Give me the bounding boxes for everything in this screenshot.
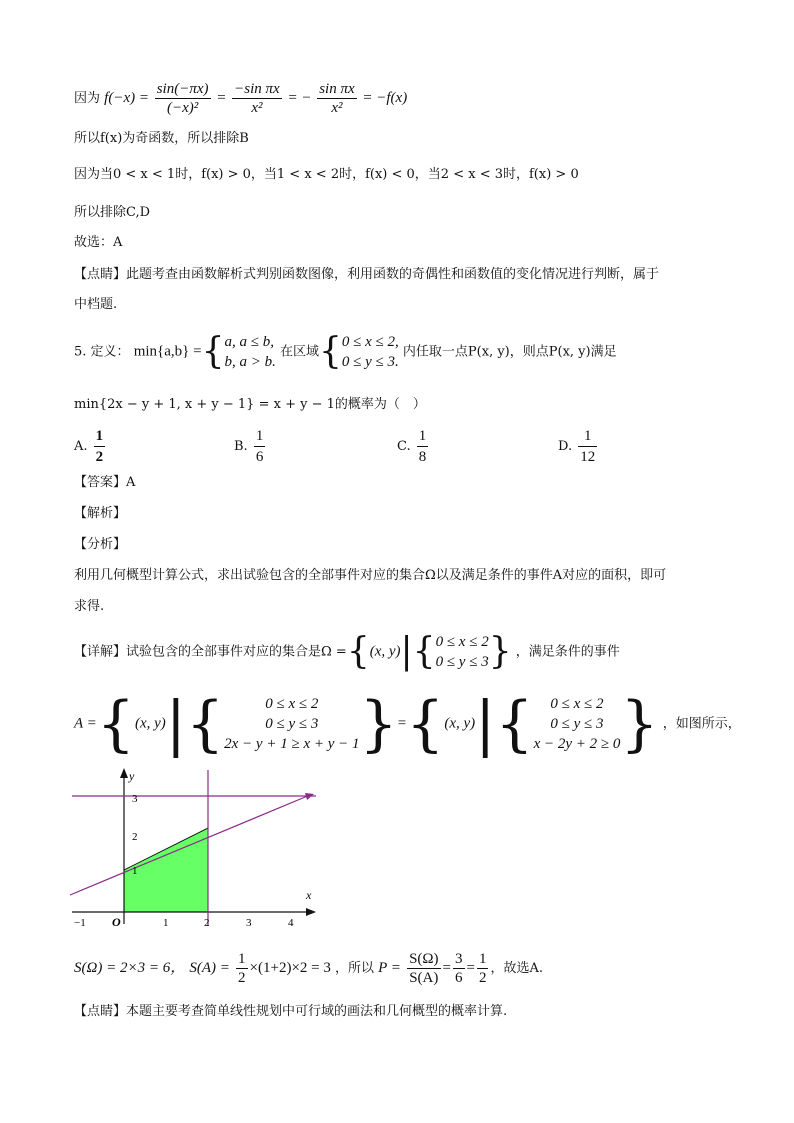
q5-number: 5. xyxy=(74,344,87,360)
x-tick-4: 4 xyxy=(288,917,294,928)
feasible-region-graph xyxy=(66,766,326,928)
origin-label: O xyxy=(112,915,121,928)
fenxi-text-b: 求得. xyxy=(74,599,105,614)
detail-suffix: ，满足条件的事件 xyxy=(515,644,620,660)
detail-prefix: 【详解】试验包含的全部事件对应的集合是Ω = xyxy=(74,644,347,660)
q5-region1: 0 ≤ x ≤ 2, xyxy=(341,334,399,350)
x-tick-3: 3 xyxy=(246,917,252,928)
line-sign-analysis: 因为当0 < x < 1时，f(x) > 0，当1 < x < 2时，f(x) < 0，当2 < x < 3时，f(x) > 0 xyxy=(74,167,579,182)
set-a-definition: A ={(x, y)|{ 0 ≤ x ≤ 2 0 ≤ y ≤ 3 2x − y + 1 ≥ x + y − 1 }={(x, y)|{ 0 ≤ x ≤ 2 0 ≤ y ≤ 3 x − 2y + 2 ≥ 0 } ，如图所示， xyxy=(74,689,741,759)
line-odd-conclusion: 所以f(x)为奇函数，所以排除B xyxy=(74,131,249,146)
result-line: S(Ω) = 2×3 = 6， S(A) = $\frac{1}{2}$ ×(1+2)×2 = 3 ，所以 P = $\frac{S(\Omega)}{S(A)}$ = $\frac{3}{6}$ = $\frac{1}{2}$ ，故选A. xyxy=(74,951,544,986)
detail-line: 【详解】试验包含的全部事件对应的集合是Ω ={(x, y)|{ 0 ≤ x ≤ 2 0 ≤ y ≤ 3 } ，满足条件的事件 xyxy=(74,631,620,672)
line-odd-function-derivation xyxy=(74,80,407,117)
line-comment-b: 中档题. xyxy=(74,297,118,312)
q5-case2: b, a > b. xyxy=(224,354,276,370)
x-tick-neg1: −1 xyxy=(74,917,86,928)
line-comment-a: 【点睛】此题考查由函数解析式判别函数图像，利用函数的奇偶性和函数值的变化情况进行判断，属于 xyxy=(74,267,660,282)
y-tick-2: 2 xyxy=(132,831,138,843)
q5-region2: 0 ≤ y ≤ 3. xyxy=(341,354,399,370)
final-comment: 【点睛】本题主要考查简单线性规划中可行域的画法和几何概型的概率计算. xyxy=(74,1004,508,1019)
option-b: B. $\frac{1}{6}$ xyxy=(234,428,264,465)
q5-min-ab: min{a,b} = xyxy=(133,343,202,360)
y-tick-3: 3 xyxy=(132,793,138,805)
line1-prefix: 因为 xyxy=(74,90,101,106)
option-d: D. $\frac{1}{12}$ xyxy=(558,428,596,465)
x-tick-1: 1 xyxy=(163,917,169,928)
y-axis-label: y xyxy=(129,769,135,783)
fenxi-text-a: 利用几何概型计算公式，求出试验包含的全部事件对应的集合Ω以及满足条件的事件A对应的面积，即可 xyxy=(74,568,667,583)
x-tick-2: 2 xyxy=(204,917,210,928)
answer-label: 【答案】A xyxy=(74,475,136,490)
fenxi-label: 【分析】 xyxy=(74,537,127,552)
option-c: C. $\frac{1}{8}$ xyxy=(397,428,427,465)
q5-region-text: 在区域 xyxy=(279,344,319,360)
q5-tail: 内任取一点P(x, y)，则点P(x, y)满足 xyxy=(402,344,617,360)
question-5-line2: min{2x − y + 1, x + y − 1} = x + y − 1的概率为（ ） xyxy=(74,397,426,412)
analysis-label: 【解析】 xyxy=(74,506,127,521)
y-tick-1: 1 xyxy=(132,865,138,877)
line-exclude-cd: 所以排除C,D xyxy=(74,205,151,220)
option-a: A. $\frac{1}{2}$ xyxy=(74,428,104,465)
line1-formula: f(−x) = $\frac{\sin(-\pi x)}{\text{(−x)²}}$ = $\frac{\text{−sin πx}}{\text{x²}}$ = − $\frac{\text{sin πx}}{\text{x²}}$ = −f(x) xyxy=(104,81,408,116)
q5-case1: a, a ≤ b, xyxy=(224,334,274,350)
question-5-definition: 5. 定义： min{a,b} ={ a, a ≤ b, b, a > b. 在区域{ 0 ≤ x ≤ 2, 0 ≤ y ≤ 3. 内任取一点P(x, y)，则点P(x, y)满足 xyxy=(74,331,617,372)
x-axis-label: x xyxy=(306,888,312,902)
line-choose-a: 故选：A xyxy=(74,235,123,250)
q5-def-label: 定义： xyxy=(90,344,130,360)
